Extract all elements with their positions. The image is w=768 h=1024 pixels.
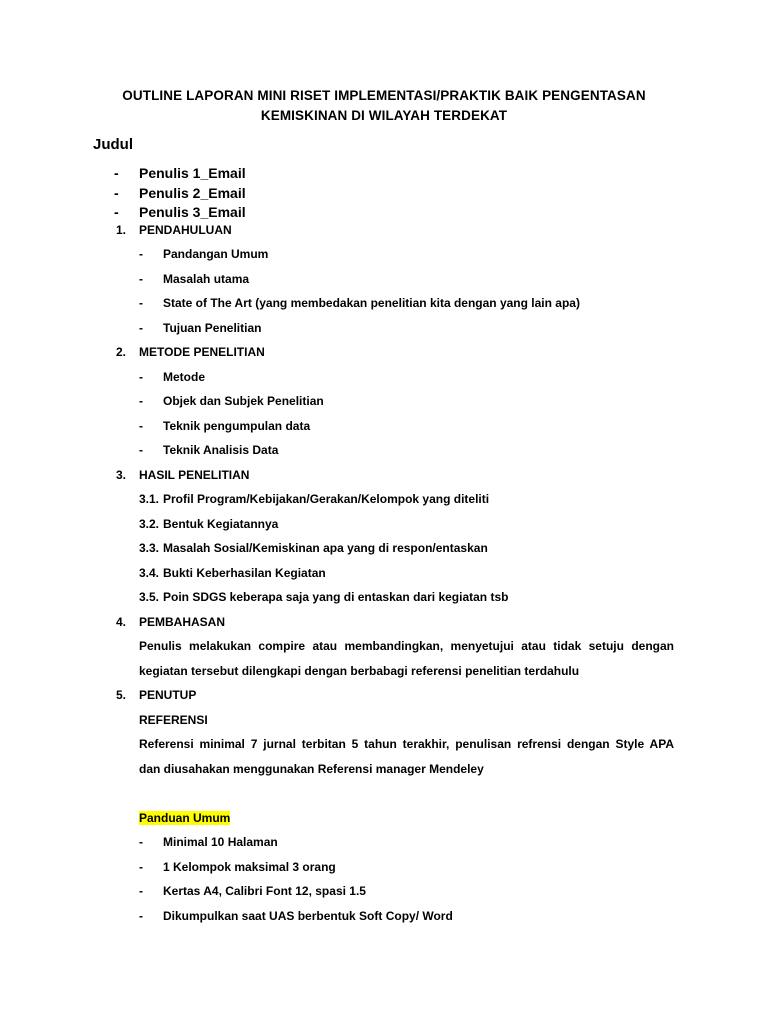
list-item-text: Teknik Analisis Data — [163, 443, 279, 457]
sub-item-number: 3.2. — [139, 517, 160, 531]
paragraph-line: kegiatan tersebut dilengkapi dengan berbabagi referensi penelitian terdahulu — [139, 664, 580, 678]
author-name: Penulis 1_Email — [139, 165, 246, 181]
list-dash: - — [139, 321, 143, 335]
list-dash: - — [139, 370, 143, 384]
list-item-text: Pandangan Umum — [163, 247, 269, 261]
list-item-text: Tujuan Penelitian — [163, 321, 262, 335]
section-heading-text: METODE PENELITIAN — [139, 345, 265, 359]
sub-item-text: Poin SDGS keberapa saja yang di entaskan dari kegiatan tsb — [163, 590, 509, 604]
paragraph-line: Referensi minimal 7 jurnal terbitan 5 tahun terakhir, penulisan refrensi dengan Style APA — [139, 737, 674, 751]
paragraph-line: Penulis melakukan compire atau membandingkan, menyetujui atau tidak setuju dengan — [139, 639, 674, 653]
document-title-line-1: OUTLINE LAPORAN MINI RISET IMPLEMENTASI/PRAKTIK BAIK PENGENTASAN — [122, 88, 646, 103]
list-dash: - — [139, 884, 143, 898]
sub-item-number: 3.1. — [139, 492, 160, 506]
section-number: 2. — [116, 345, 127, 359]
sub-item-text: Masalah Sosial/Kemiskinan apa yang di respon/entaskan — [163, 541, 488, 555]
author-dash: - — [114, 185, 119, 201]
sub-item-number: 3.4. — [139, 566, 160, 580]
list-dash: - — [139, 860, 143, 874]
section-heading-text: PENUTUP — [139, 688, 197, 702]
list-item-text: Minimal 10 Halaman — [163, 835, 278, 849]
list-item-text: Objek dan Subjek Penelitian — [163, 394, 324, 408]
document-title-line-2: KEMISKINAN DI WILAYAH TERDEKAT — [260, 108, 508, 123]
judul-label: Judul — [93, 136, 133, 153]
section-number: 5. — [116, 688, 127, 702]
list-dash: - — [139, 419, 143, 433]
list-dash: - — [139, 296, 143, 310]
section-number: 1. — [116, 223, 127, 237]
sub-item-text: Bentuk Kegiatannya — [163, 517, 279, 531]
list-dash: - — [139, 443, 143, 457]
author-name: Penulis 3_Email — [139, 204, 246, 220]
list-dash: - — [139, 394, 143, 408]
list-dash: - — [139, 835, 143, 849]
sub-item-number: 3.5. — [139, 590, 160, 604]
list-item-text: State of The Art (yang membedakan penelitian kita dengan yang lain apa) — [163, 296, 580, 310]
panduan-heading — [139, 811, 230, 825]
list-item-text: Teknik pengumpulan data — [163, 419, 311, 433]
sub-item-number: 3.3. — [139, 541, 160, 555]
paragraph-line: dan diusahakan menggunakan Referensi manager Mendeley — [139, 762, 484, 776]
list-dash: - — [139, 272, 143, 286]
list-item-text: Kertas A4, Calibri Font 12, spasi 1.5 — [163, 884, 366, 898]
sub-item-text: Profil Program/Kebijakan/Gerakan/Kelompok yang diteliti — [163, 492, 490, 506]
referensi-heading: REFERENSI — [139, 713, 208, 727]
author-dash: - — [114, 204, 119, 220]
sub-item-text: Bukti Keberhasilan Kegiatan — [163, 566, 326, 580]
section-number: 3. — [116, 468, 127, 482]
list-item-text: Metode — [163, 370, 205, 384]
list-item-text: 1 Kelompok maksimal 3 orang — [163, 860, 336, 874]
section-heading-text: PENDAHULUAN — [139, 223, 232, 237]
author-name: Penulis 2_Email — [139, 185, 246, 201]
list-dash: - — [139, 909, 143, 923]
section-heading-text: HASIL PENELITIAN — [139, 468, 250, 482]
section-heading-text: PEMBAHASAN — [139, 615, 226, 629]
list-item-text: Masalah utama — [163, 272, 250, 286]
author-dash: - — [114, 165, 119, 181]
section-number: 4. — [116, 615, 127, 629]
list-dash: - — [139, 247, 143, 261]
list-item-text: Dikumpulkan saat UAS berbentuk Soft Copy/ Word — [163, 909, 453, 923]
highlighted-text: Panduan Umum — [139, 811, 231, 825]
